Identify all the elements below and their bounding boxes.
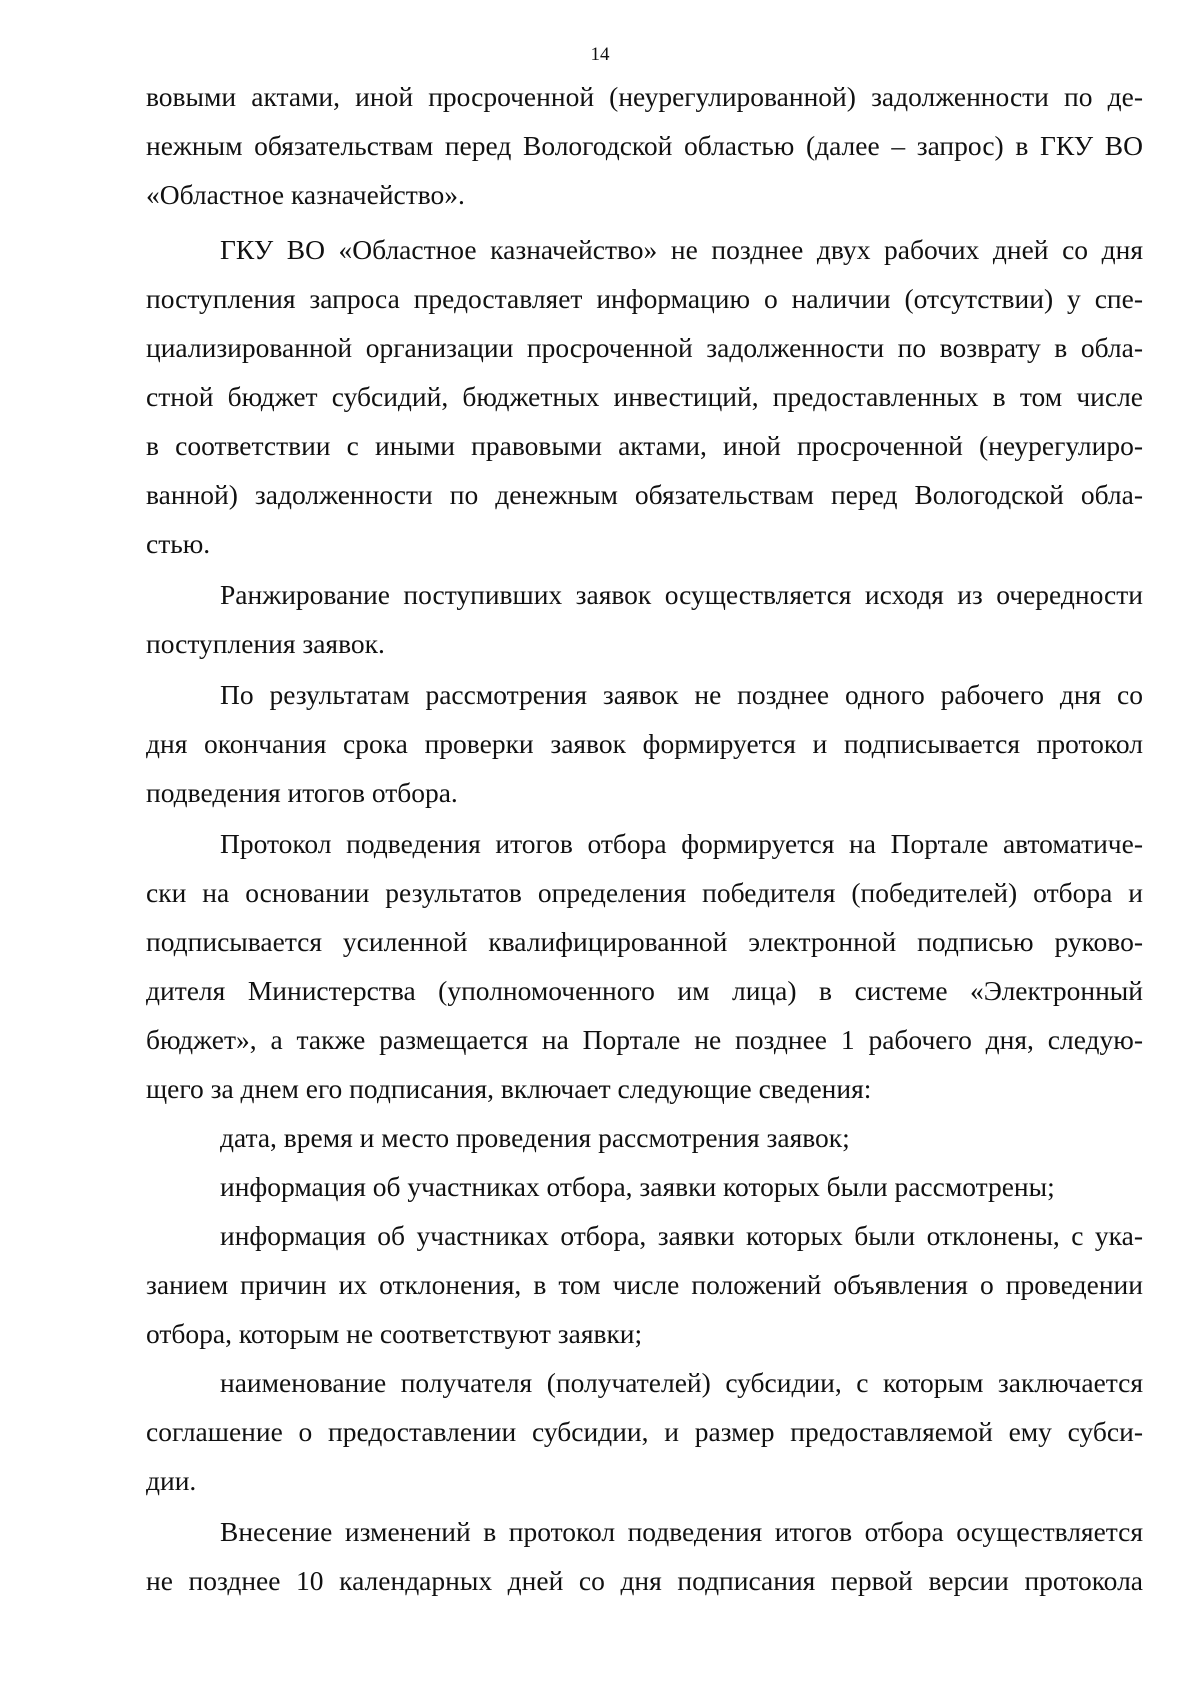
list-item-rejected-participants: [146, 1211, 1143, 1358]
text-line: циализированной организации просроченной задолженности по возврату в обла-: [146, 332, 1143, 363]
text-line: дителя Министерства (уполномоченного им лица) в системе «Электронный: [146, 975, 1143, 1006]
text-line: дии.: [146, 1465, 197, 1496]
list-item-reviewed-participants: [146, 1162, 1143, 1211]
text-line: дата, время и место проведения рассмотрения заявок;: [220, 1122, 850, 1153]
text-line: стной бюджет субсидий, бюджетных инвестиций, предоставленных в том числе: [146, 381, 1143, 412]
text-line: вовыми актами, иной просроченной (неурегулированной) задолженности по де-: [146, 81, 1143, 112]
text-line: поступления запроса предоставляет информацию о наличии (отсутствии) у спе-: [146, 283, 1143, 314]
list-item-recipient-name: [146, 1358, 1143, 1505]
text-line: Ранжирование поступивших заявок осуществляется исходя из очередности: [220, 579, 1143, 610]
text-line: ГКУ ВО «Областное казначейство» не позднее двух рабочих дней со дня: [220, 234, 1143, 265]
text-line: в соответствии с иными правовыми актами, иной просроченной (неурегулиро-: [146, 430, 1143, 461]
text-line: «Областное казначейство».: [146, 179, 465, 210]
paragraph-protocol-formation: [146, 819, 1143, 1113]
text-line: подведения итогов отбора.: [146, 777, 458, 808]
text-line: ванной) задолженности по денежным обязательствам перед Вологодской обла-: [146, 479, 1143, 510]
paragraph-treasury-response: [146, 225, 1143, 568]
text-line: щего за днем его подписания, включает следующие сведения:: [146, 1073, 872, 1104]
text-line: бюджет», а также размещается на Портале не позднее 1 рабочего дня, следую-: [146, 1024, 1143, 1055]
text-line: подписывается усиленной квалифицированной электронной подписью руково-: [146, 926, 1143, 957]
page-number: 14: [590, 44, 610, 65]
text-line: соглашение о предоставлении субсидии, и размер предоставляемой ему субси-: [146, 1416, 1143, 1447]
text-line: не позднее 10 календарных дней со дня подписания первой версии протокола: [146, 1565, 1143, 1596]
paragraph-continuation: [146, 72, 1143, 219]
text-line: нежным обязательствам перед Вологодской областью (далее – запрос) в ГКУ ВО: [146, 130, 1143, 161]
text-line: Протокол подведения итогов отбора формируется на Портале автоматиче-: [220, 828, 1143, 859]
paragraph-ranking: [146, 570, 1143, 668]
text-line: наименование получателя (получателей) субсидии, с которым заключается: [220, 1367, 1143, 1398]
paragraph-review-results: [146, 670, 1143, 817]
text-line: Внесение изменений в протокол подведения итогов отбора осуществляется: [220, 1516, 1143, 1547]
text-line: дня окончания срока проверки заявок формируется и подписывается протокол: [146, 728, 1143, 759]
text-line: поступления заявок.: [146, 628, 385, 659]
paragraph-protocol-changes: [146, 1507, 1143, 1605]
document-body: [146, 72, 1143, 1605]
list-item-date-time-place: [146, 1113, 1143, 1162]
text-line: занием причин их отклонения, в том числе положений объявления о проведении: [146, 1269, 1143, 1300]
text-line: информация об участниках отбора, заявки которых были отклонены, с ука-: [220, 1220, 1143, 1251]
text-line: информация об участниках отбора, заявки которых были рассмотрены;: [220, 1171, 1055, 1202]
text-line: стью.: [146, 528, 211, 559]
text-line: ски на основании результатов определения победителя (победителей) отбора и: [146, 877, 1143, 908]
text-line: По результатам рассмотрения заявок не позднее одного рабочего дня со: [220, 679, 1143, 710]
text-line: отбора, которым не соответствуют заявки;: [146, 1318, 643, 1349]
